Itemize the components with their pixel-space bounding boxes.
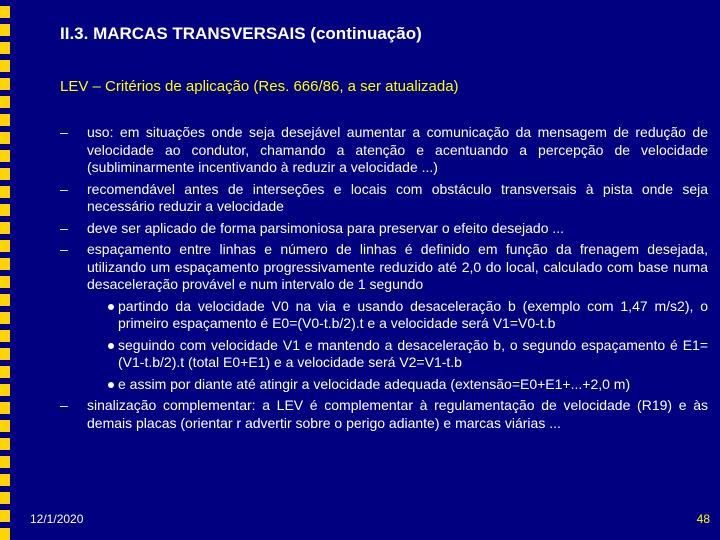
list-item: [60, 397, 708, 432]
list-item: [60, 181, 708, 216]
list-item-text: uso: em situações onde seja desejável aumentar a comunicação da mensagem de redução de velocidade ao condutor, chamando a atenção e acentuando a percepção de velocidade (subliminarmente incentivando à reduzir a velocidade ...): [87, 124, 708, 175]
list-item-text: deve ser aplicado de forma parsimoniosa para preservar o efeito desejado ...: [87, 219, 565, 236]
decorative-stripe: [0, 0, 16, 540]
sub-list-item: [60, 298, 708, 333]
sub-list-item-text: partindo da velocidade V0 na via e usando desaceleração b (exemplo com 1,47 m/s2), o primeiro espaçamento é E0=(V0-t.b/2).t e a velocidade será V1=V0-t.b: [118, 297, 708, 331]
list-item: [60, 124, 708, 177]
dash-marker: –: [60, 180, 68, 197]
dash-marker: –: [60, 219, 68, 236]
dash-marker: –: [60, 241, 68, 257]
list-item-text: recomendável antes de interseções e locais com obstáculo transversais à pista onde seja necessário reduzir a velocidade: [87, 180, 708, 214]
footer-date: 12/1/2020: [30, 512, 84, 526]
list-item: [60, 220, 708, 238]
slide-subtitle: LEV – Critérios de aplicação (Res. 666/86, a ser atualizada): [60, 78, 459, 95]
list-item: [60, 241, 708, 294]
bullet-icon: [108, 304, 114, 310]
dash-marker: –: [60, 397, 68, 413]
dash-marker: –: [60, 124, 68, 140]
sub-list-item: [60, 376, 708, 394]
sub-list-item-text: e assim por diante até atingir a velocidade adequada (extensão=E0+E1+...+2,0 m): [118, 375, 631, 392]
sub-list-item-text: seguindo com velocidade V1 e mantendo a desaceleração b, o segundo espaçamento é E1=(V1-t.b/2).t (total E0+E1) e a velocidade será V2=V1-t.b: [118, 336, 708, 370]
list-item-text: espaçamento entre linhas e número de linhas é definido em função da frenagem desejada, utilizando um espaçamento progressivamente reduzido até 2,0 do local, calculado com base numa desaceleração provável e num intervalo de 1 segundo: [87, 241, 708, 292]
page-number: 48: [696, 512, 710, 526]
sub-list-item: [60, 337, 708, 372]
list-item-text: sinalização complementar: a LEV é complementar à regulamentação de velocidade (R19) e às demais placas (orientar r advertir sobre o perigo adiante) e marcas viárias ...: [87, 397, 708, 431]
bullet-icon: [108, 382, 114, 388]
bullet-icon: [108, 343, 114, 349]
slide-title: II.3. MARCAS TRANSVERSAIS (continuação): [60, 24, 422, 43]
slide-content: [60, 124, 708, 436]
